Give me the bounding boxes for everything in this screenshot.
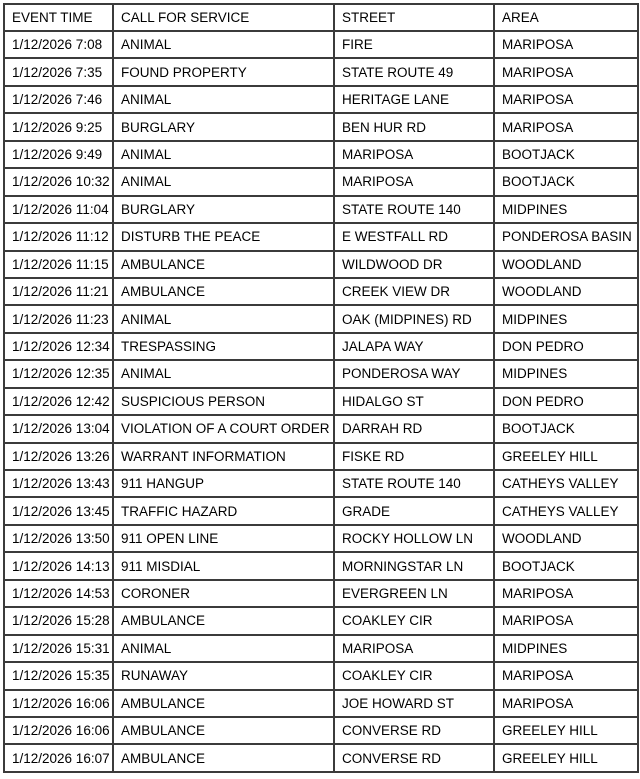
- cell-area: MARIPOSA: [494, 58, 638, 85]
- cell-event-time: 1/12/2026 7:35: [4, 58, 113, 85]
- cell-call-for-service: 911 MISDIAL: [113, 552, 334, 579]
- table-row: [4, 635, 638, 662]
- cell-call-for-service: 911 HANGUP: [113, 470, 334, 497]
- table-row: [4, 580, 638, 607]
- table-row: [4, 497, 638, 524]
- table-row: [4, 58, 638, 85]
- cell-area: MIDPINES: [494, 635, 638, 662]
- cell-call-for-service: 911 OPEN LINE: [113, 525, 334, 552]
- table-row: [4, 196, 638, 223]
- cell-event-time: 1/12/2026 9:25: [4, 113, 113, 140]
- cell-call-for-service: SUSPICIOUS PERSON: [113, 388, 334, 415]
- cell-street: STATE ROUTE 140: [334, 470, 494, 497]
- cell-area: MARIPOSA: [494, 113, 638, 140]
- cell-street: ROCKY HOLLOW LN: [334, 525, 494, 552]
- table-row: [4, 607, 638, 634]
- cell-street: MARIPOSA: [334, 635, 494, 662]
- cell-event-time: 1/12/2026 12:34: [4, 333, 113, 360]
- cell-call-for-service: ANIMAL: [113, 141, 334, 168]
- cell-street: PONDEROSA WAY: [334, 360, 494, 387]
- cell-street: JALAPA WAY: [334, 333, 494, 360]
- cell-area: DON PEDRO: [494, 388, 638, 415]
- cell-area: WOODLAND: [494, 525, 638, 552]
- column-header-area: AREA: [494, 4, 638, 31]
- cell-area: BOOTJACK: [494, 141, 638, 168]
- table-row: [4, 415, 638, 442]
- cell-call-for-service: TRAFFIC HAZARD: [113, 497, 334, 524]
- table-row: [4, 717, 638, 744]
- cell-call-for-service: RUNAWAY: [113, 662, 334, 689]
- cell-area: MIDPINES: [494, 360, 638, 387]
- table-row: [4, 360, 638, 387]
- cell-area: WOODLAND: [494, 278, 638, 305]
- cell-call-for-service: AMBULANCE: [113, 690, 334, 717]
- cell-area: CATHEYS VALLEY: [494, 470, 638, 497]
- cell-event-time: 1/12/2026 16:06: [4, 717, 113, 744]
- cell-area: MARIPOSA: [494, 31, 638, 58]
- table-row: [4, 141, 638, 168]
- cell-area: GREELEY HILL: [494, 744, 638, 772]
- cell-call-for-service: TRESPASSING: [113, 333, 334, 360]
- table-row: [4, 552, 638, 579]
- event-log-table: [3, 3, 639, 773]
- cell-street: E WESTFALL RD: [334, 223, 494, 250]
- column-header-call-for-service: CALL FOR SERVICE: [113, 4, 334, 31]
- cell-event-time: 1/12/2026 11:23: [4, 305, 113, 332]
- cell-street: MARIPOSA: [334, 168, 494, 195]
- table-body: [4, 31, 638, 772]
- cell-event-time: 1/12/2026 7:46: [4, 86, 113, 113]
- table-header-row: [4, 4, 638, 31]
- cell-event-time: 1/12/2026 13:04: [4, 415, 113, 442]
- cell-area: BOOTJACK: [494, 552, 638, 579]
- cell-street: FIRE: [334, 31, 494, 58]
- cell-street: COAKLEY CIR: [334, 662, 494, 689]
- cell-event-time: 1/12/2026 15:31: [4, 635, 113, 662]
- cell-area: MARIPOSA: [494, 607, 638, 634]
- cell-street: WILDWOOD DR: [334, 251, 494, 278]
- cell-area: MIDPINES: [494, 196, 638, 223]
- cell-call-for-service: FOUND PROPERTY: [113, 58, 334, 85]
- cell-street: HERITAGE LANE: [334, 86, 494, 113]
- cell-street: DARRAH RD: [334, 415, 494, 442]
- table-row: [4, 113, 638, 140]
- cell-event-time: 1/12/2026 11:15: [4, 251, 113, 278]
- cell-area: WOODLAND: [494, 251, 638, 278]
- table-row: [4, 168, 638, 195]
- cell-call-for-service: VIOLATION OF A COURT ORDER: [113, 415, 334, 442]
- cell-area: DON PEDRO: [494, 333, 638, 360]
- cell-street: HIDALGO ST: [334, 388, 494, 415]
- cell-area: GREELEY HILL: [494, 443, 638, 470]
- cell-street: STATE ROUTE 49: [334, 58, 494, 85]
- cell-call-for-service: ANIMAL: [113, 305, 334, 332]
- cell-call-for-service: DISTURB THE PEACE: [113, 223, 334, 250]
- cell-street: CONVERSE RD: [334, 717, 494, 744]
- cell-event-time: 1/12/2026 12:42: [4, 388, 113, 415]
- cell-call-for-service: AMBULANCE: [113, 607, 334, 634]
- table-row: [4, 388, 638, 415]
- cell-call-for-service: ANIMAL: [113, 86, 334, 113]
- cell-call-for-service: ANIMAL: [113, 635, 334, 662]
- cell-call-for-service: ANIMAL: [113, 360, 334, 387]
- table-row: [4, 690, 638, 717]
- table-row: [4, 251, 638, 278]
- cell-street: JOE HOWARD ST: [334, 690, 494, 717]
- cell-call-for-service: WARRANT INFORMATION: [113, 443, 334, 470]
- cell-area: MARIPOSA: [494, 662, 638, 689]
- cell-area: MARIPOSA: [494, 690, 638, 717]
- cell-area: MIDPINES: [494, 305, 638, 332]
- cell-area: MARIPOSA: [494, 580, 638, 607]
- cell-street: GRADE: [334, 497, 494, 524]
- cell-call-for-service: AMBULANCE: [113, 744, 334, 772]
- cell-area: GREELEY HILL: [494, 717, 638, 744]
- table-row: [4, 470, 638, 497]
- table-row: [4, 333, 638, 360]
- table-row: [4, 31, 638, 58]
- cell-event-time: 1/12/2026 14:13: [4, 552, 113, 579]
- cell-street: BEN HUR RD: [334, 113, 494, 140]
- cell-event-time: 1/12/2026 13:26: [4, 443, 113, 470]
- cell-street: MARIPOSA: [334, 141, 494, 168]
- cell-event-time: 1/12/2026 14:53: [4, 580, 113, 607]
- cell-event-time: 1/12/2026 11:12: [4, 223, 113, 250]
- cell-call-for-service: ANIMAL: [113, 31, 334, 58]
- table-row: [4, 443, 638, 470]
- cell-call-for-service: ANIMAL: [113, 168, 334, 195]
- cell-street: CONVERSE RD: [334, 744, 494, 772]
- cell-event-time: 1/12/2026 15:35: [4, 662, 113, 689]
- cell-call-for-service: CORONER: [113, 580, 334, 607]
- table-row: [4, 223, 638, 250]
- table-row: [4, 744, 638, 772]
- cell-street: CREEK VIEW DR: [334, 278, 494, 305]
- cell-call-for-service: AMBULANCE: [113, 717, 334, 744]
- cell-event-time: 1/12/2026 13:50: [4, 525, 113, 552]
- cell-street: STATE ROUTE 140: [334, 196, 494, 223]
- column-header-street: STREET: [334, 4, 494, 31]
- table-row: [4, 525, 638, 552]
- table-row: [4, 305, 638, 332]
- cell-event-time: 1/12/2026 15:28: [4, 607, 113, 634]
- cell-event-time: 1/12/2026 16:07: [4, 744, 113, 772]
- cell-call-for-service: AMBULANCE: [113, 251, 334, 278]
- cell-area: CATHEYS VALLEY: [494, 497, 638, 524]
- cell-call-for-service: BURGLARY: [113, 113, 334, 140]
- cell-area: PONDEROSA BASIN: [494, 223, 638, 250]
- table-row: [4, 662, 638, 689]
- cell-call-for-service: BURGLARY: [113, 196, 334, 223]
- table-row: [4, 278, 638, 305]
- cell-street: OAK (MIDPINES) RD: [334, 305, 494, 332]
- cell-event-time: 1/12/2026 12:35: [4, 360, 113, 387]
- cell-event-time: 1/12/2026 11:21: [4, 278, 113, 305]
- cell-area: BOOTJACK: [494, 415, 638, 442]
- cell-area: MARIPOSA: [494, 86, 638, 113]
- cell-street: FISKE RD: [334, 443, 494, 470]
- cell-event-time: 1/12/2026 13:45: [4, 497, 113, 524]
- table-row: [4, 86, 638, 113]
- cell-event-time: 1/12/2026 16:06: [4, 690, 113, 717]
- cell-event-time: 1/12/2026 13:43: [4, 470, 113, 497]
- cell-call-for-service: AMBULANCE: [113, 278, 334, 305]
- column-header-event-time: EVENT TIME: [4, 4, 113, 31]
- cell-event-time: 1/12/2026 7:08: [4, 31, 113, 58]
- cell-street: MORNINGSTAR LN: [334, 552, 494, 579]
- cell-street: COAKLEY CIR: [334, 607, 494, 634]
- cell-event-time: 1/12/2026 10:32: [4, 168, 113, 195]
- cell-area: BOOTJACK: [494, 168, 638, 195]
- cell-street: EVERGREEN LN: [334, 580, 494, 607]
- cell-event-time: 1/12/2026 11:04: [4, 196, 113, 223]
- cell-event-time: 1/12/2026 9:49: [4, 141, 113, 168]
